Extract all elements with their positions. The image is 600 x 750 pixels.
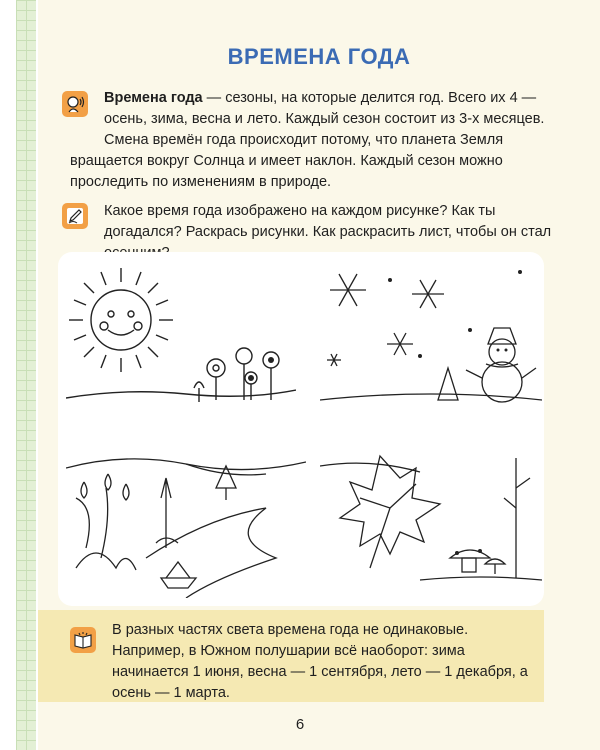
margin-grid-band: [16, 0, 36, 750]
season-pictures-panel: [58, 252, 544, 606]
note-text: В разных частях света времена года не одинаковые. Например, в Южном полушарии всё наоборот: зима начинается 1 июня, весна — 1 сентября, лето — 1 декабря, а осень — 1 марта.: [112, 622, 528, 701]
task-paragraph: Какое время года изображено на каждом рисунке? Как ты догадался? Раскрась рисунки. Как раскрасить лист, чтобы он стал: [104, 203, 552, 240]
intro-paragraph: [104, 88, 552, 130]
page-number: 6: [295, 716, 305, 733]
page-title: ВРЕМЕНА ГОДА: [227, 44, 411, 69]
open-book-icon: [70, 627, 96, 653]
intro-definition: — сезоны, на которые делится год. Всего их 4 — осень, зима, весна и лето. Каждый сезон состоит из 3-х месяцев.: [104, 90, 545, 127]
autumn-picture: [320, 438, 542, 598]
explanation-paragraph: Смена времён года происходит потому, что планета Земля вращается вокруг Солнца и имеет наклон. Каждый сезон можно проследить по изменениям в природе.: [70, 132, 504, 190]
winter-picture: [320, 260, 542, 420]
speaking-head-icon: [62, 91, 88, 117]
pencil-icon: [62, 203, 88, 229]
spring-picture: [66, 438, 306, 598]
summer-picture: [66, 260, 296, 420]
intro-term: Времена года: [104, 90, 203, 106]
